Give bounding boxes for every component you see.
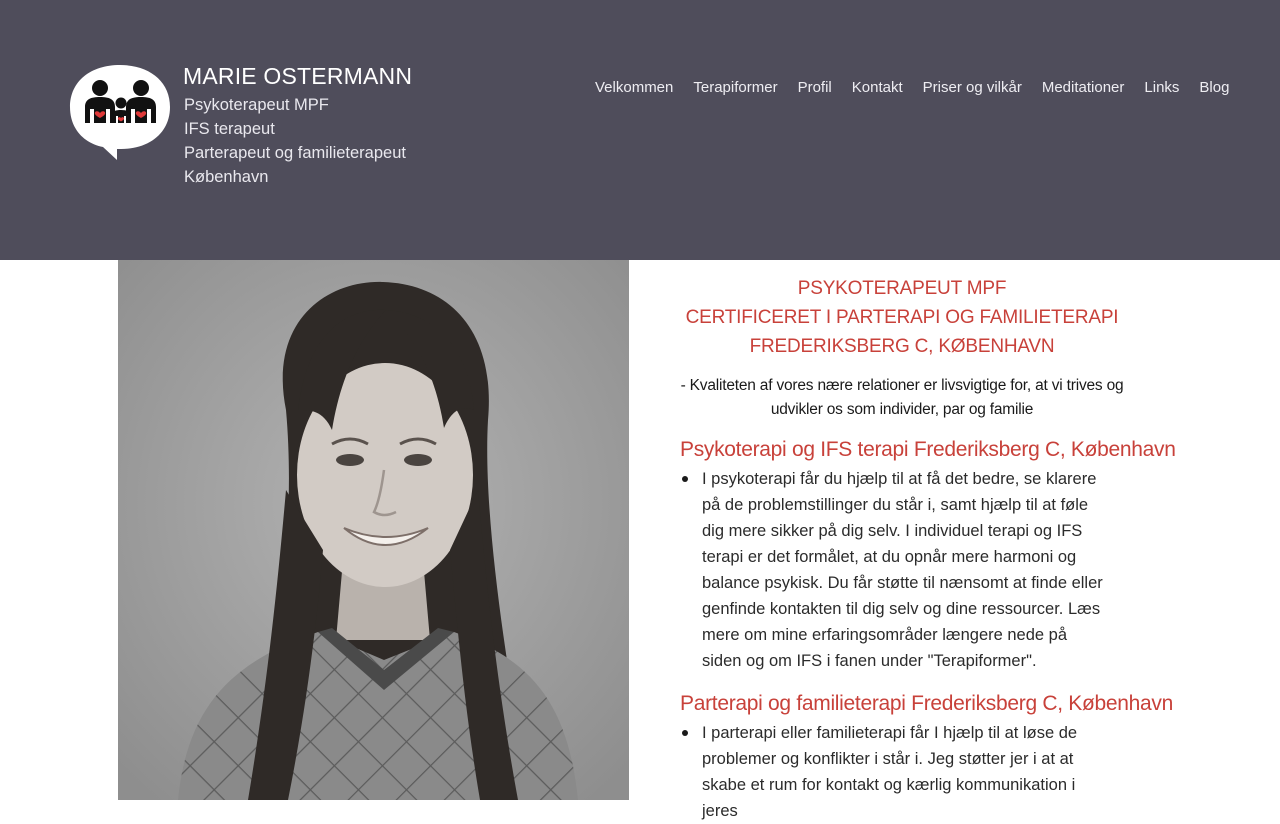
nav-item-terapiformer[interactable]: Terapiformer [693, 78, 778, 96]
psychotherapy-list [676, 466, 1128, 674]
nav-item-blog[interactable]: Blog [1199, 78, 1230, 96]
site-header [0, 0, 1280, 260]
headline-line-2: CERTIFICERET I PARTERAPI OG FAMILIETERAPI [685, 307, 1119, 328]
intro-content [676, 270, 1176, 824]
couples-list [676, 720, 1128, 824]
list-item: I psykoterapi får du hjælp til at få det bedre, se klarere på de problemstillinger du står i, samt hjælp til at føle dig mere sikker på dig selv. I individuel terapi og IFS terapi er det formålet, at du opnår mere harmoni og balance psykisk. Du får støtte til nænsomt at finde eller genfinde kontakten til dig selv og dine ressourcer. Læs mere om mine erfaringsområder længere nede på siden og om IFS i fanen under "Terapiformer". [702, 466, 1106, 674]
nav-item-meditationer[interactable]: Meditationer [1041, 78, 1125, 96]
nav-item-priser[interactable]: Priser og vilkår [922, 78, 1022, 96]
nav-item-profil[interactable]: Profil [797, 78, 832, 96]
headline-line-3: FREDERIKSBERG C, KØBENHAVN [749, 336, 1055, 357]
tagline: - Kvaliteten af vores nære relationer er livsvigtige for, at vi trives og udvikler os som individer, par og familie [680, 377, 1124, 418]
brand-line-city: København [184, 168, 269, 186]
brand-line-couples: Parterapeut og familieterapeut [184, 144, 406, 162]
family-logo-icon[interactable] [69, 63, 171, 161]
brand-line-title: Psykoterapeut MPF [184, 96, 329, 114]
main-nav [585, 76, 1239, 98]
portrait-illustration [118, 260, 629, 800]
brand-name[interactable]: MARIE OSTERMANN [183, 63, 413, 89]
portrait-photo [118, 260, 629, 800]
page-headline [676, 274, 1128, 361]
brand-subtitle [184, 93, 406, 189]
brand-line-ifs: IFS terapeut [184, 120, 275, 138]
nav-item-velkommen[interactable]: Velkommen [595, 78, 674, 96]
headline-line-1: PSYKOTERAPEUT MPF [797, 278, 1007, 299]
section-title-couples: Parterapi og familieterapi Frederiksberg C, København [680, 692, 1174, 715]
nav-item-links[interactable]: Links [1144, 78, 1180, 96]
section-title-psychotherapy: Psykoterapi og IFS terapi Frederiksberg C, København [680, 438, 1176, 461]
list-item: I parterapi eller familieterapi får I hjælp til at løse de problemer og konflikter i står i. Jeg støtter jer i at at skabe et rum for kontakt og kærlig kommunikation i jeres [702, 720, 1106, 824]
nav-item-kontakt[interactable]: Kontakt [851, 78, 903, 96]
